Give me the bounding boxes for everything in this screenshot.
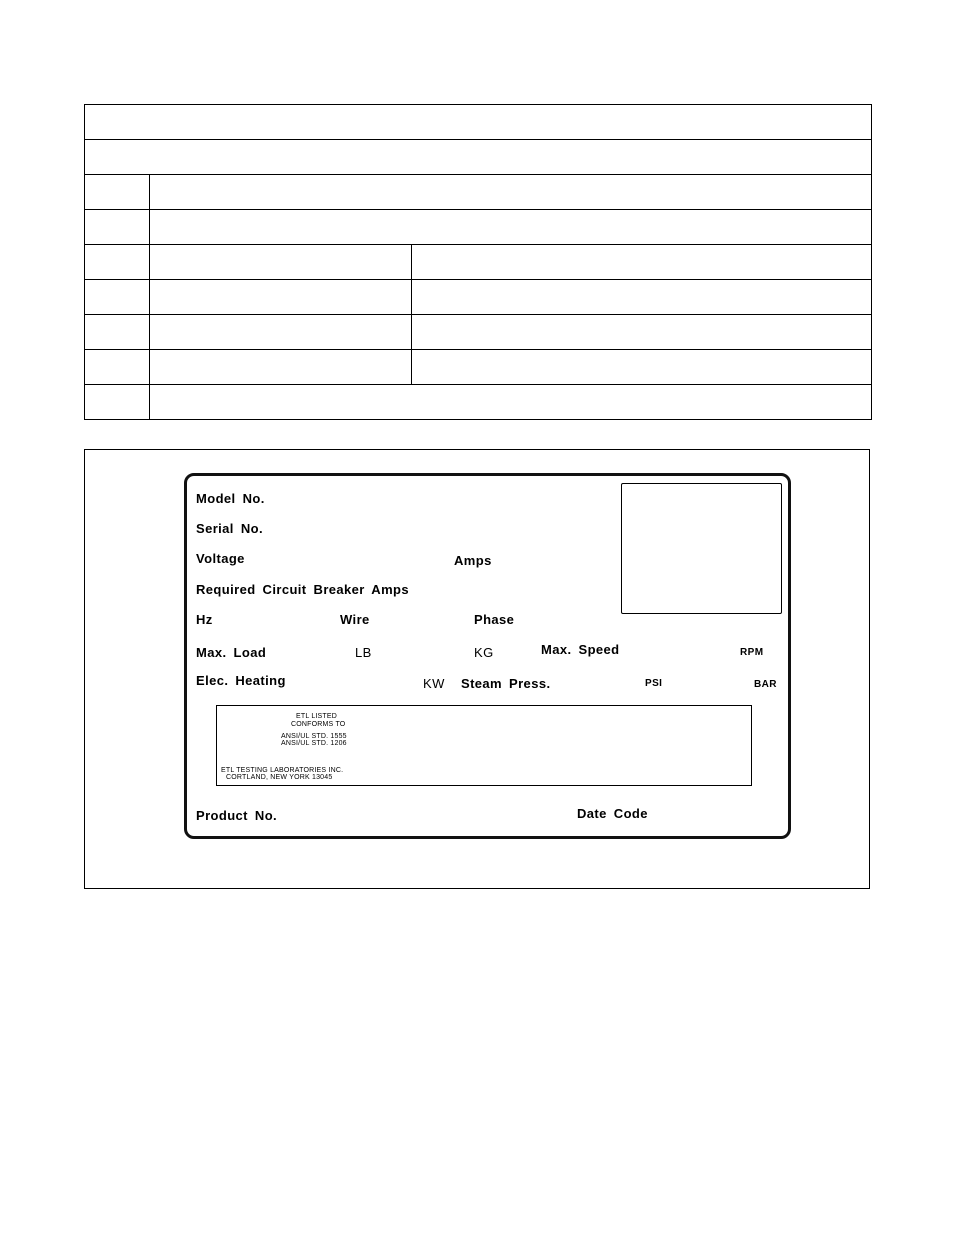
table-cell (85, 315, 150, 350)
table-row (85, 210, 872, 245)
record-table (84, 104, 872, 420)
table-row (85, 350, 872, 385)
phase-label: Phase (474, 612, 515, 627)
table-cell (85, 385, 150, 420)
table-cell (150, 280, 412, 315)
table-cell (412, 315, 872, 350)
etl-conforms-text: CONFORMS TO (291, 721, 346, 728)
date-code-label: Date Code (577, 806, 648, 821)
model-no-label: Model No. (196, 491, 265, 506)
max-load-label: Max. Load (196, 645, 267, 660)
table-cell (412, 245, 872, 280)
table-row (85, 315, 872, 350)
kw-unit: KW (423, 676, 445, 691)
amps-label: Amps (454, 553, 492, 568)
product-no-label: Product No. (196, 808, 278, 823)
table-row (85, 280, 872, 315)
table-cell (85, 140, 872, 175)
lb-unit: LB (355, 645, 372, 660)
etl-listed-text: ETL LISTED (296, 713, 338, 720)
steam-press-label: Steam Press. (461, 676, 551, 691)
table-row (85, 385, 872, 420)
etl-std2-text: ANSI/UL STD. 1206 (281, 740, 347, 747)
elec-heating-label: Elec. Heating (196, 673, 286, 688)
table-cell (85, 350, 150, 385)
rpm-unit: RPM (740, 647, 764, 658)
etl-std1-text: ANSI/UL STD. 1555 (281, 733, 347, 740)
table-cell (150, 175, 872, 210)
table-row (85, 175, 872, 210)
table-cell (150, 350, 412, 385)
voltage-label: Voltage (196, 551, 245, 566)
kg-unit: KG (474, 645, 494, 660)
hz-label: Hz (196, 612, 213, 627)
table-cell (150, 385, 872, 420)
table-cell (85, 245, 150, 280)
table-cell (412, 280, 872, 315)
table-cell (85, 280, 150, 315)
table-cell (150, 315, 412, 350)
table-row (85, 105, 872, 140)
wire-label: Wire (340, 612, 370, 627)
bar-unit: BAR (754, 679, 777, 690)
label-placeholder-box (621, 483, 782, 614)
table-row (85, 140, 872, 175)
breaker-label: Required Circuit Breaker Amps (196, 582, 410, 597)
table-cell (85, 210, 150, 245)
etl-city-text: CORTLAND, NEW YORK 13045 (226, 774, 333, 781)
table-cell (150, 245, 412, 280)
table-cell (150, 210, 872, 245)
table-cell (85, 175, 150, 210)
etl-lab-text: ETL TESTING LABORATORIES INC. (221, 767, 344, 774)
table-cell (412, 350, 872, 385)
table-row (85, 245, 872, 280)
max-speed-label: Max. Speed (541, 642, 620, 657)
table-cell (85, 105, 872, 140)
psi-unit: PSI (645, 678, 663, 689)
serial-no-label: Serial No. (196, 521, 263, 536)
